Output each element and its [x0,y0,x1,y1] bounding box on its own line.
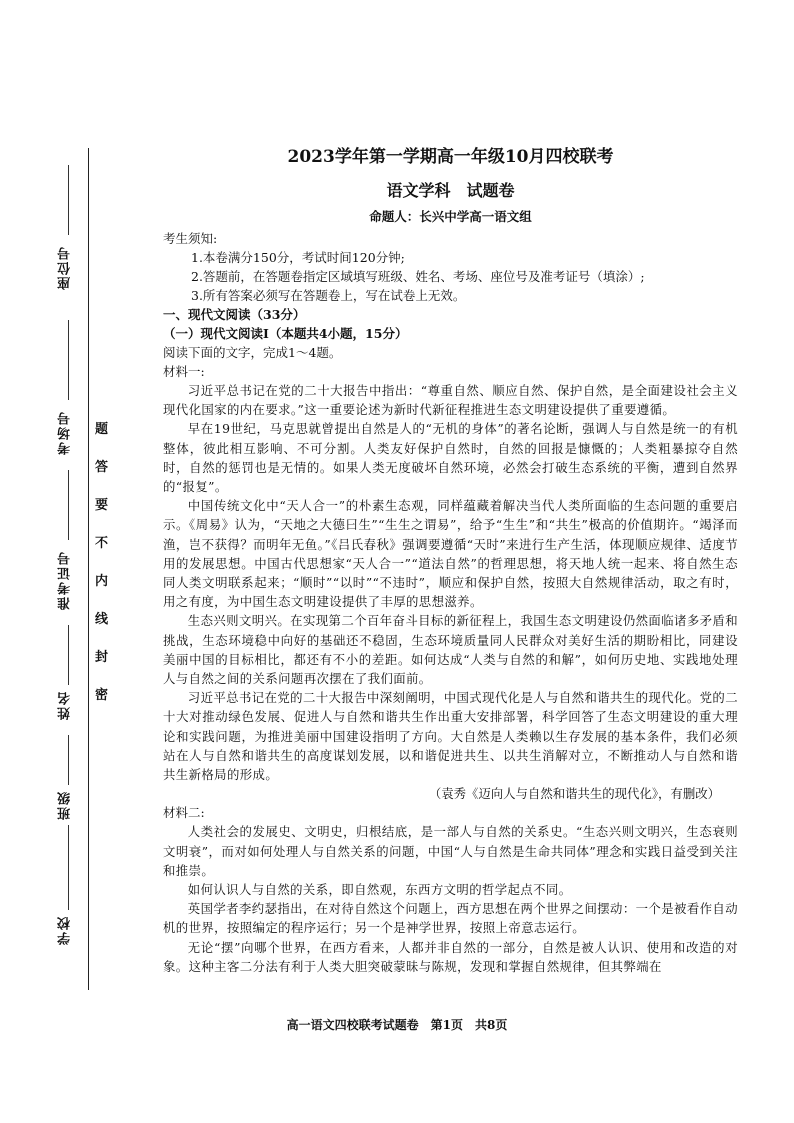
seal-char: 密 [95,688,109,703]
class-label: 班级 [58,790,73,820]
admission-number-label: 准考证号 [58,550,73,610]
seal-char: 内 [95,574,109,589]
exam-page-content [163,145,738,976]
seal-char: 封 [95,650,109,665]
page-footer: 高一语文四校联考试题卷 第1页 共8页 [286,1018,508,1032]
material-paragraph: 生态兴则文明兴。在实现第二个百年奋斗目标的新征程上，我国生态文明建设仍然面临诸多矛盾和挑战，生态环境稳中向好的基础还不稳固，生态环境质量同人民群众对美好生活的期盼相比，同建设美丽中国的目标相比，都还有不小的差距。如何达成“人类与自然的和解”，如何历史地、实践地处理人与自然之间的关系问题再次摆在了我们面前。 [163,613,738,687]
material-paragraph: 中国传统文化中“天人合一”的朴素生态观，同样蕴藏着解决当代人类所面临的生态问题的重要启示。《周易》认为，“天地之大德曰生”“生生之谓易”，给予“生生”和“共生”极高的价值期许。“竭泽而渔，岂不获得？而明年无鱼。”《吕氏春秋》强调要遵循“天时”来进行生产生活，体现顺应规律、适度节用的发展思想。中国古代思想家“天人合一”“道法自然”的哲理思想，将天地人统一起来、将自然生态同人类文明联系起来；“顺时”“以时”“不违时”，顺应和保护自然，按照大自然规律活动，取之有时，用之有度，为中国生态文明建设提供了丰厚的思想滋养。 [163,498,738,610]
notice-heading: 考生须知: [163,231,218,246]
material-paragraph: 习近平总书记在党的二十大报告中深刻阐明，中国式现代化是人与自然和谐共生的现代化。党的二十大对推动绿色发展、促进人与自然和谐共生作出重大安排部署，科学回答了生态文明建设的重大理论和实践问题，为推进美丽中国建设指明了方向。大自然是人类赖以生存发展的基本条件，我们必须站在人与自然和谐共生的高度谋划发展，以和谐促进共生、以共生消解对立，不断推动人与自然和谐共生新格局的形成。 [163,690,738,783]
exam-room-label: 考场号 [58,410,73,455]
class-blank [68,735,69,785]
material-paragraph: 人类社会的发展史、文明史，归根结底，是一部人与自然的关系史。“生态兴则文明兴，生态衰则文明衰”，而对如何处理人与自然关系的问题，中国“人与自然是生命共同体”理念和实践日益受到关注和推崇。 [163,824,738,878]
seat-number-blank [68,165,69,235]
name-label: 姓名 [58,690,73,720]
exam-room-blank [68,320,69,400]
section-heading: 一、现代文阅读（33分） [163,307,306,322]
admission-number-blank [68,470,69,540]
material-label: 材料二: [163,805,205,821]
material-source: （袁秀《迈向人与自然和谐共生的现代化》，有删改） [428,786,720,802]
seal-char: 不 [95,536,109,551]
seal-char: 题 [95,422,109,437]
seal-char: 要 [95,498,109,513]
seat-number-label: 座位号 [58,245,73,290]
exam-subtitle: 语文学科 试题卷 [386,181,515,200]
school-label: 学校 [58,915,73,945]
school-blank [68,825,69,910]
subsection-heading: （一）现代文阅读Ⅰ（本题共4小题，15分） [163,326,408,341]
seal-char: 答 [95,460,109,475]
exam-title: 2023学年第一学期高一年级10月四校联考 [287,147,614,167]
material-label: 材料一: [163,364,205,379]
seal-char: 线 [95,612,109,627]
material-paragraph: 如何认识人与自然的关系，即自然观，东西方文明的哲学起点不同。 [187,882,572,898]
notice-item: 1.本卷满分150分，考试时间120分钟; [191,250,405,265]
name-blank [68,625,69,685]
material-paragraph: 早在19世纪，马克思就曾提出自然是人的“无机的身体”的著名论断，强调人与自然是统一的有机整体，彼此相互影响、不可分割。人类友好保护自然时，自然的回报是慷慨的；人类粗暴掠夺自然时，自然的惩罚也是无情的。如果人类无度破坏自然环境，必然会打破生态系统的平衡，遭到自然界的“报复”。 [163,421,738,495]
material-paragraph: 习近平总书记在党的二十大报告中指出：“尊重自然、顺应自然、保护自然，是全面建设社会主义现代化国家的内在要求。”这一重要论述为新时代新征程推进生态文明建设提供了重要遵循。 [163,383,738,418]
notice-item: 2.答题前，在答题卷指定区域填写班级、姓名、考场、座位号及准考证号（填涂）; [191,269,645,284]
reading-instruction: 阅读下面的文字，完成1～4题。 [163,345,342,360]
exam-author: 命题人：长兴中学高一语文组 [369,209,532,224]
material-paragraph: 无论“摆”向哪个世界，在西方看来，人都并非自然的一部分，自然是被人认识、使用和改造的对象。这种主客二分法有利于人类大胆突破蒙昧与陈规，发现和掌握自然规律，但其弊端在 [163,939,738,974]
material-paragraph: 英国学者李约瑟指出，在对待自然这个问题上，西方思想在两个世界之间摆动：一个是被看作自动机的世界，按照编定的程序运行；另一个是神学世界，按照上帝意志运行。 [163,901,738,936]
binding-border-line [88,148,89,990]
notice-item: 3.所有答案必须写在答题卷上，写在试卷上无效。 [191,288,466,303]
